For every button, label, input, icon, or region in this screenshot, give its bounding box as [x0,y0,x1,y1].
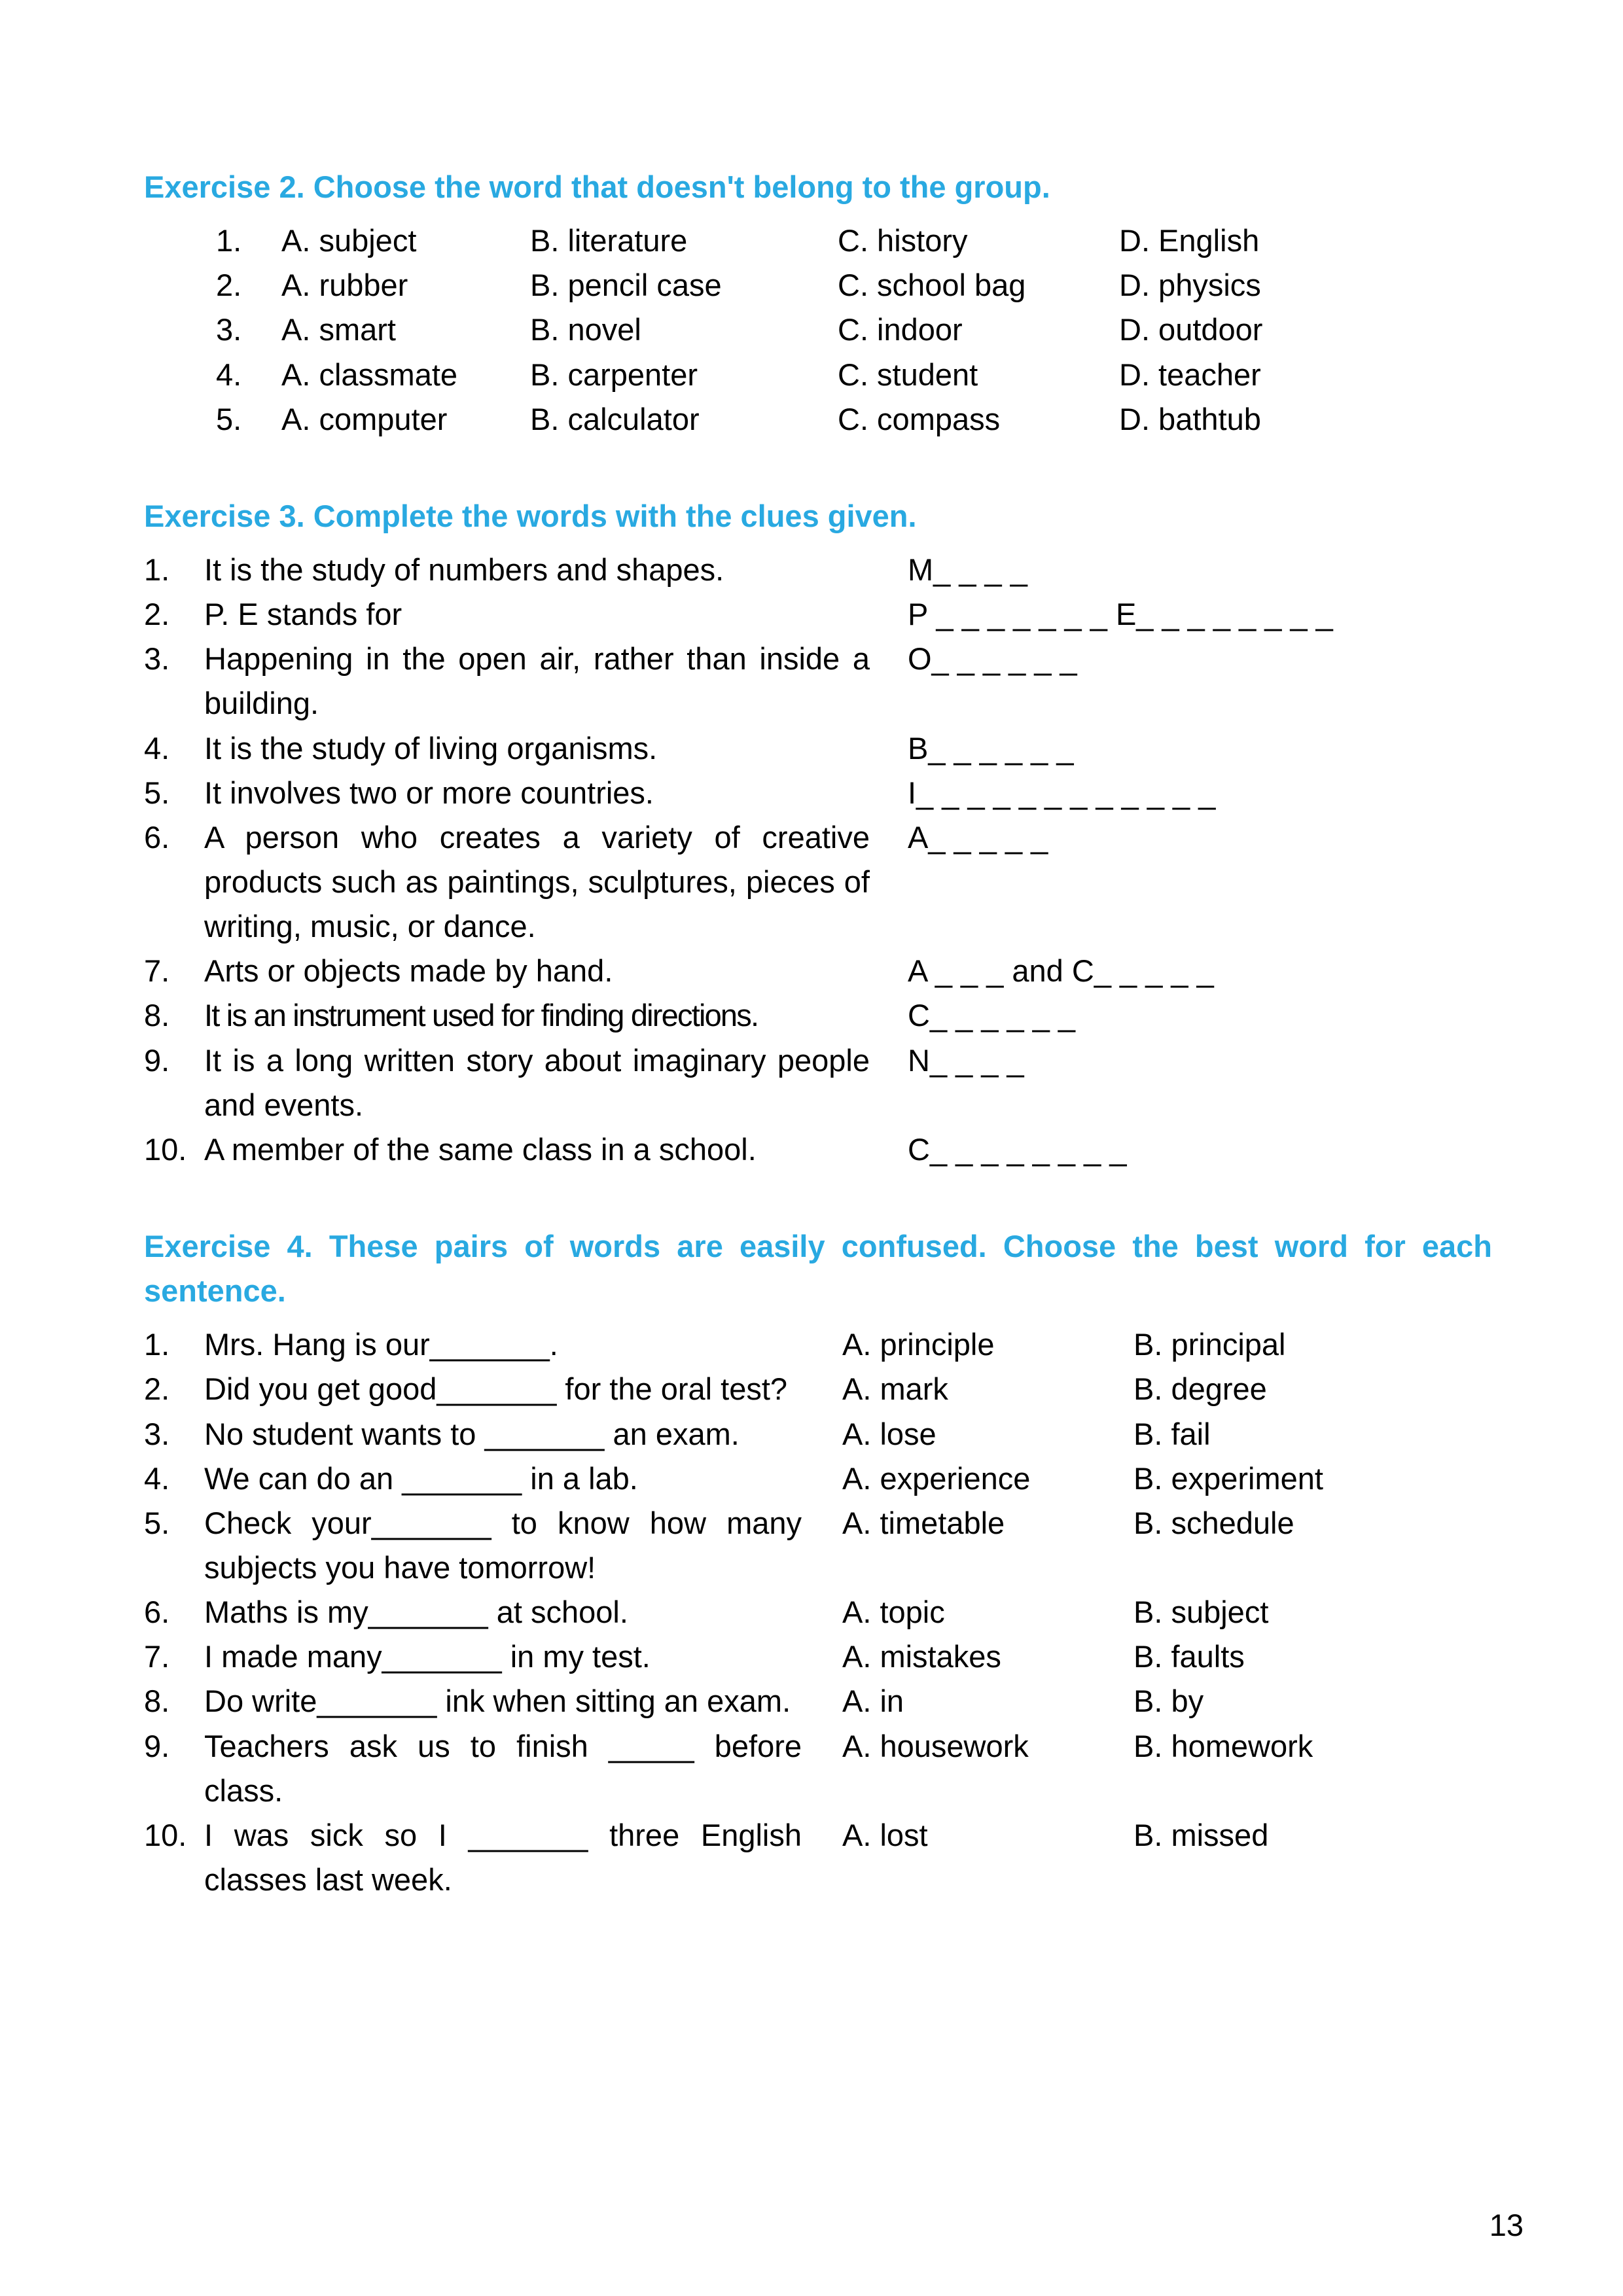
sentence-text: Do write_______ ink when sitting an exam. [204,1684,791,1719]
sentence-text: I made many_______ in my test. [204,1639,651,1674]
option-a: A. housework [842,1728,1029,1763]
item-number: 1. [144,552,170,587]
clue-item [144,1127,1492,1172]
item-number: 8. [144,998,170,1033]
item-number: 2. [144,597,170,632]
sentence-item [144,1724,1492,1813]
sentence-item [144,1322,1492,1367]
word-group-row [216,263,1492,308]
clue-text: A member of the same class in a school. [204,1131,757,1167]
clue-text: P. E stands for [204,597,402,632]
sentence-text: Did you get good_______ for the oral test? [204,1371,788,1407]
option-d: D. teacher [1119,357,1261,392]
option-d: D. outdoor [1119,312,1263,347]
answer-pattern: M_ _ _ _ [908,552,1027,587]
clue-item [144,592,1492,637]
sentence-item [144,1412,1492,1457]
page-number: 13 [1489,2207,1524,2242]
item-number: 1. [216,223,242,258]
item-number: 6. [144,819,170,855]
option-d: D. English [1119,223,1260,258]
option-c: C. school bag [838,268,1026,303]
sentence-item [144,1634,1492,1679]
answer-pattern: C_ _ _ _ _ _ _ _ [908,1131,1127,1167]
option-a: A. mark [842,1371,948,1407]
answer-pattern: A_ _ _ _ _ [908,819,1048,855]
option-b: B. novel [530,312,641,347]
answer-pattern: B_ _ _ _ _ _ [908,730,1074,766]
clue-item [144,726,1492,771]
option-b: B. missed [1133,1817,1269,1852]
word-group-row [216,353,1492,397]
option-b: B. degree [1133,1371,1267,1407]
word-group-row [216,219,1492,263]
clue-text: It is the study of living organisms. [204,730,658,766]
item-number: 5. [144,775,170,810]
option-c: C. compass [838,401,1001,436]
clue-item [144,949,1492,993]
word-group-row [216,308,1492,352]
exercise4-section [144,1224,1492,1902]
clue-item [144,1038,1492,1127]
option-b: B. faults [1133,1639,1245,1674]
page-content [144,165,1492,1954]
option-b: B. schedule [1133,1505,1294,1540]
option-d: D. bathtub [1119,401,1261,436]
exercise3-items [144,548,1492,1172]
clue-item [144,548,1492,592]
option-a: A. principle [842,1327,995,1362]
answer-pattern: P _ _ _ _ _ _ _ E_ _ _ _ _ _ _ _ [908,597,1333,632]
option-b: B. calculator [530,401,700,436]
option-a: A. computer [281,401,448,436]
item-number: 9. [144,1728,170,1763]
item-number: 7. [144,1639,170,1674]
sentence-item [144,1679,1492,1723]
clue-text: A person who creates a variety of creative products such as paintings, sculptures, pieces of writing, music, or dance. [204,819,870,944]
exercise3-title: Exercise 3. Complete the words with the clues given. [144,498,917,533]
sentence-item [144,1501,1492,1590]
clue-text: It is an instrument used for finding directions. [204,998,758,1033]
option-b: B. carpenter [530,357,698,392]
option-a: A. subject [281,223,417,258]
exercise4-title: Exercise 4. These pairs of words are easily confused. Choose the best word for each sentence. [144,1228,1492,1309]
item-number: 10. [144,1817,187,1852]
item-number: 4. [144,730,170,766]
answer-pattern: N_ _ _ _ [908,1042,1024,1078]
option-d: D. physics [1119,268,1261,303]
word-group-row [216,397,1492,442]
sentence-text: Teachers ask us to finish _____ before class. [204,1728,802,1808]
item-number: 4. [144,1460,170,1496]
clue-item [144,637,1492,726]
option-b: B. subject [1133,1595,1269,1630]
option-b: B. experiment [1133,1460,1323,1496]
option-a: A. rubber [281,268,408,303]
answer-pattern: C_ _ _ _ _ _ [908,998,1076,1033]
option-c: C. student [838,357,978,392]
sentence-item [144,1367,1492,1411]
option-a: A. smart [281,312,396,347]
sentence-text: Maths is my_______ at school. [204,1595,628,1630]
option-b: B. fail [1133,1416,1211,1451]
exercise2-rows [144,219,1492,442]
option-b: B. by [1133,1684,1204,1719]
option-a: A. lose [842,1416,936,1451]
clue-item [144,771,1492,815]
sentence-text: I was sick so I _______ three English classes last week. [204,1817,802,1897]
sentence-item [144,1590,1492,1634]
exercise3-section [144,494,1492,1172]
sentence-item [144,1813,1492,1902]
sentence-item [144,1457,1492,1501]
exercise2-title: Exercise 2. Choose the word that doesn't belong to the group. [144,169,1050,204]
clue-item [144,815,1492,949]
option-b: B. literature [530,223,688,258]
item-number: 3. [216,312,242,347]
option-c: C. history [838,223,968,258]
item-number: 7. [144,953,170,989]
item-number: 2. [216,268,242,303]
clue-text: Happening in the open air, rather than inside a building. [204,641,870,721]
option-a: A. lost [842,1817,928,1852]
option-b: B. homework [1133,1728,1313,1763]
option-b: B. pencil case [530,268,722,303]
clue-text: It is the study of numbers and shapes. [204,552,724,587]
item-number: 5. [216,401,242,436]
sentence-text: We can do an _______ in a lab. [204,1460,638,1496]
item-number: 5. [144,1505,170,1540]
answer-pattern: O_ _ _ _ _ _ [908,641,1077,677]
option-a: A. classmate [281,357,458,392]
item-number: 3. [144,641,170,677]
item-number: 8. [144,1684,170,1719]
clue-text: Arts or objects made by hand. [204,953,613,989]
item-number: 3. [144,1416,170,1451]
option-b: B. principal [1133,1327,1286,1362]
option-a: A. topic [842,1595,945,1630]
item-number: 4. [216,357,242,392]
option-a: A. mistakes [842,1639,1001,1674]
item-number: 2. [144,1371,170,1407]
option-a: A. timetable [842,1505,1005,1540]
sentence-text: Mrs. Hang is our_______. [204,1327,558,1362]
item-number: 1. [144,1327,170,1362]
option-a: A. experience [842,1460,1031,1496]
exercise2-section [144,165,1492,442]
sentence-text: No student wants to _______ an exam. [204,1416,740,1451]
exercise4-items [144,1322,1492,1902]
item-number: 6. [144,1595,170,1630]
answer-pattern: A _ _ _ and C_ _ _ _ _ [908,953,1214,989]
item-number: 10. [144,1131,187,1167]
option-c: C. indoor [838,312,963,347]
clue-item [144,993,1492,1038]
option-a: A. in [842,1684,904,1719]
item-number: 9. [144,1042,170,1078]
clue-text: It is a long written story about imaginary people and events. [204,1042,870,1122]
answer-pattern: I_ _ _ _ _ _ _ _ _ _ _ _ [908,775,1216,810]
sentence-text: Check your_______ to know how many subjects you have tomorrow! [204,1505,802,1585]
clue-text: It involves two or more countries. [204,775,654,810]
